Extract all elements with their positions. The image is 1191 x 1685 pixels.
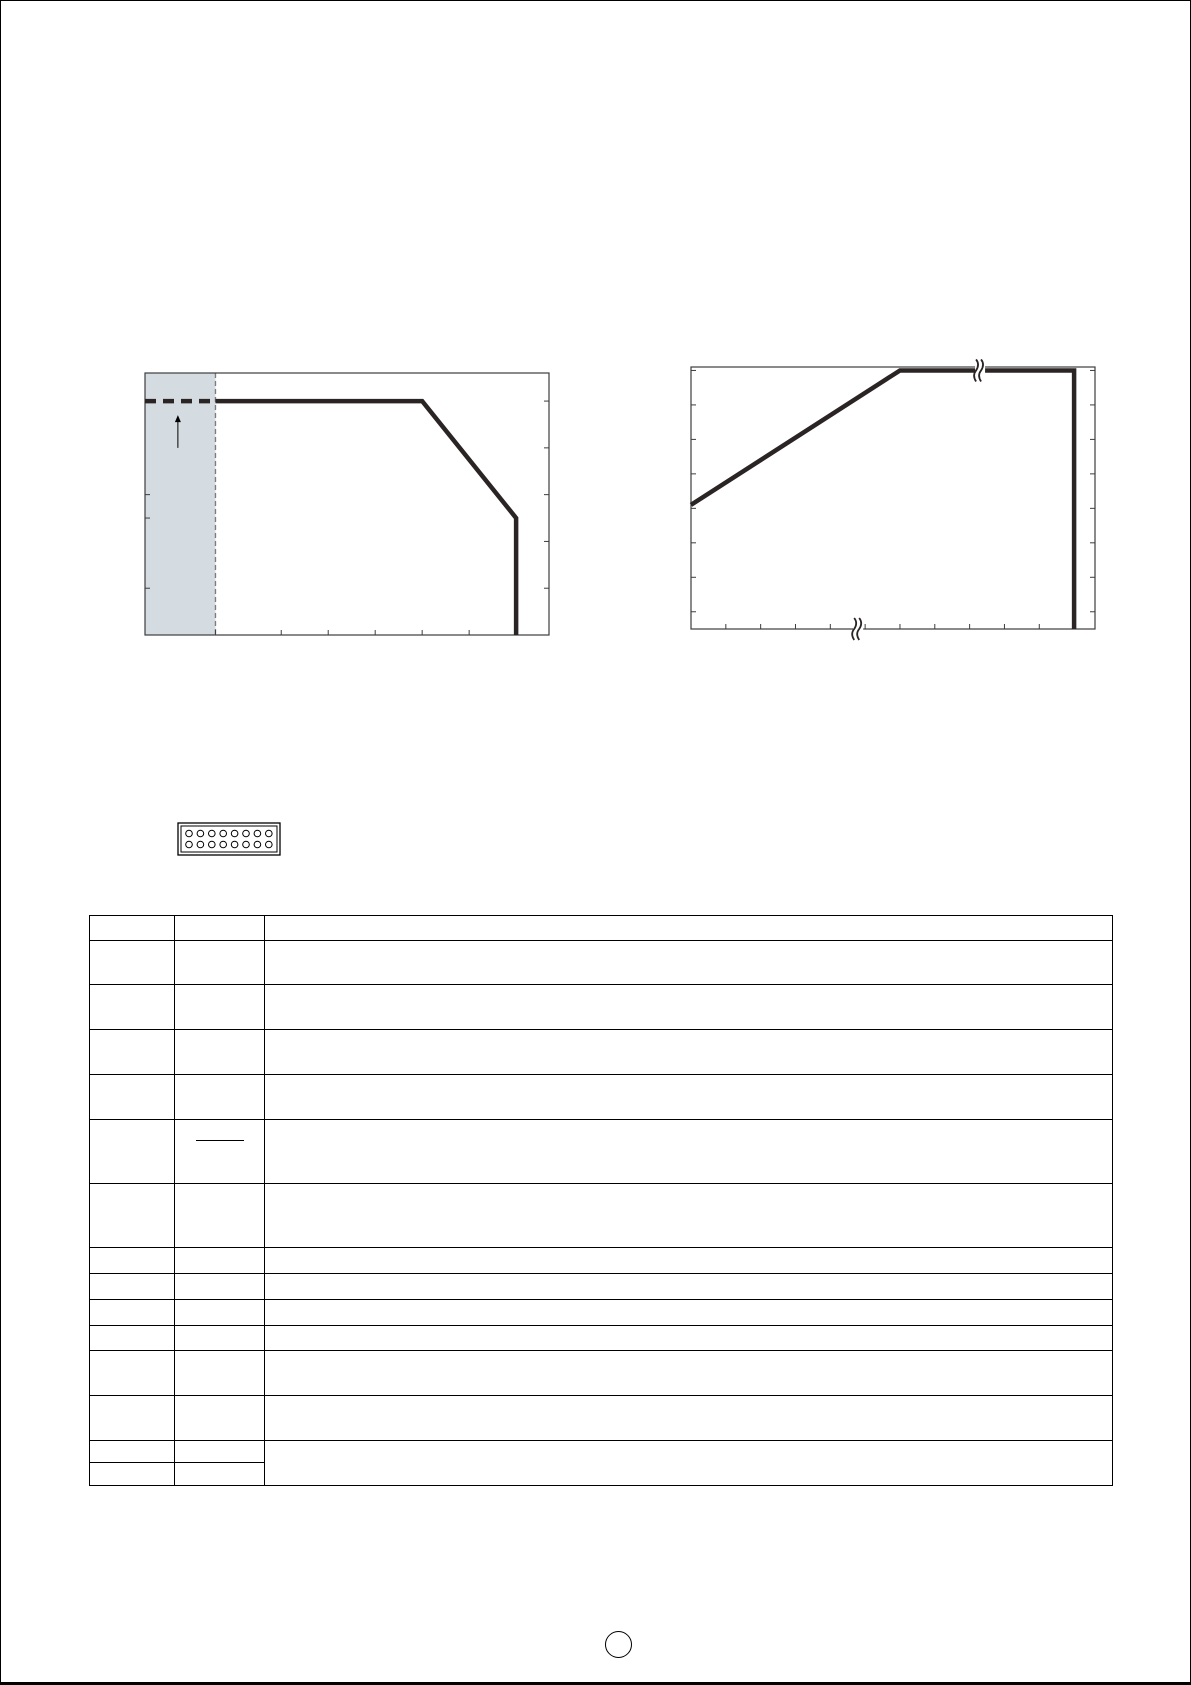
signal-name-cell bbox=[175, 1274, 265, 1300]
connector-pin bbox=[231, 841, 238, 848]
connector-pins bbox=[186, 830, 272, 848]
connector-pin bbox=[266, 830, 273, 837]
bottom-rule bbox=[0, 1682, 1191, 1684]
connector-outer-outline bbox=[178, 823, 280, 855]
connector-pin bbox=[197, 841, 204, 848]
description-cell bbox=[265, 916, 1113, 941]
connector-pin bbox=[209, 830, 216, 837]
connector-pin bbox=[197, 830, 204, 837]
connector-pin bbox=[220, 841, 227, 848]
table-row bbox=[90, 941, 1113, 985]
table-row bbox=[90, 1326, 1113, 1351]
description-cell bbox=[265, 1120, 1113, 1184]
derating-shaded-region bbox=[145, 373, 215, 635]
connector-pin bbox=[186, 841, 193, 848]
pin-number-cell bbox=[90, 1030, 175, 1075]
derating-series-1-line bbox=[215, 401, 516, 635]
description-cell bbox=[265, 1274, 1113, 1300]
pin-number-cell bbox=[90, 941, 175, 985]
table-header-row bbox=[90, 916, 1113, 941]
description-cell bbox=[265, 985, 1113, 1030]
pin-number-cell bbox=[90, 1184, 175, 1248]
table-row bbox=[90, 1396, 1113, 1441]
pin-number-cell bbox=[90, 916, 175, 941]
connector-header-icon bbox=[177, 822, 281, 856]
description-cell bbox=[265, 1030, 1113, 1075]
connector-pin bbox=[254, 830, 261, 837]
pin-number-cell bbox=[90, 1463, 175, 1486]
signal-name-cell bbox=[175, 916, 265, 941]
connector-pin bbox=[220, 830, 227, 837]
connector-pin bbox=[186, 830, 193, 837]
input-series-0-line bbox=[691, 370, 1074, 629]
description-cell bbox=[265, 1184, 1113, 1248]
table-row bbox=[90, 1274, 1113, 1300]
description-cell bbox=[265, 1441, 1113, 1486]
connector-pin bbox=[243, 830, 250, 837]
input-voltage-curve-chart bbox=[686, 362, 1106, 636]
signal-name-cell bbox=[175, 1396, 265, 1441]
signal-name-cell bbox=[175, 1463, 265, 1486]
table-row bbox=[90, 1300, 1113, 1326]
description-cell bbox=[265, 1248, 1113, 1274]
connector-pin bbox=[266, 841, 273, 848]
signal-name-cell bbox=[175, 1441, 265, 1463]
table-row bbox=[90, 1184, 1113, 1248]
table-row bbox=[90, 1030, 1113, 1075]
page-number-circle bbox=[605, 1631, 632, 1658]
connector-pin bbox=[243, 841, 250, 848]
signal-name-cell bbox=[175, 1184, 265, 1248]
table-row bbox=[90, 1248, 1113, 1274]
signal-name-cell bbox=[175, 1120, 265, 1184]
table-row bbox=[90, 985, 1113, 1030]
pin-number-cell bbox=[90, 985, 175, 1030]
pin-number-cell bbox=[90, 1075, 175, 1120]
description-cell bbox=[265, 1075, 1113, 1120]
pin-assignment-table bbox=[89, 915, 1113, 1486]
table-row bbox=[90, 1120, 1113, 1184]
pin-number-cell bbox=[90, 1300, 175, 1326]
description-cell bbox=[265, 1300, 1113, 1326]
signal-name-cell bbox=[175, 1351, 265, 1396]
pin-number-cell bbox=[90, 1248, 175, 1274]
derating-curve-chart bbox=[140, 368, 560, 642]
input-plot-frame bbox=[691, 367, 1095, 629]
connector-inner-outline bbox=[181, 826, 277, 852]
description-cell bbox=[265, 1326, 1113, 1351]
signal-name-cell bbox=[175, 1075, 265, 1120]
signal-name-cell bbox=[175, 1030, 265, 1075]
pin-number-cell bbox=[90, 1441, 175, 1463]
connector-pin bbox=[209, 841, 216, 848]
signal-name-overline bbox=[196, 1140, 244, 1141]
table-row bbox=[90, 1075, 1113, 1120]
pin-number-cell bbox=[90, 1396, 175, 1441]
pin-number-cell bbox=[90, 1326, 175, 1351]
pin-number-cell bbox=[90, 1351, 175, 1396]
table-row bbox=[90, 1441, 1113, 1463]
connector-pin bbox=[254, 841, 261, 848]
signal-name-cell bbox=[175, 1248, 265, 1274]
signal-name-cell bbox=[175, 1326, 265, 1351]
description-cell bbox=[265, 1396, 1113, 1441]
connector-pin bbox=[231, 830, 238, 837]
description-cell bbox=[265, 941, 1113, 985]
pin-number-cell bbox=[90, 1120, 175, 1184]
table-row bbox=[90, 1351, 1113, 1396]
signal-name-cell bbox=[175, 1300, 265, 1326]
description-cell bbox=[265, 1351, 1113, 1396]
signal-name-cell bbox=[175, 941, 265, 985]
pin-number-cell bbox=[90, 1274, 175, 1300]
signal-name-cell bbox=[175, 985, 265, 1030]
pin-table-body bbox=[90, 916, 1113, 1486]
